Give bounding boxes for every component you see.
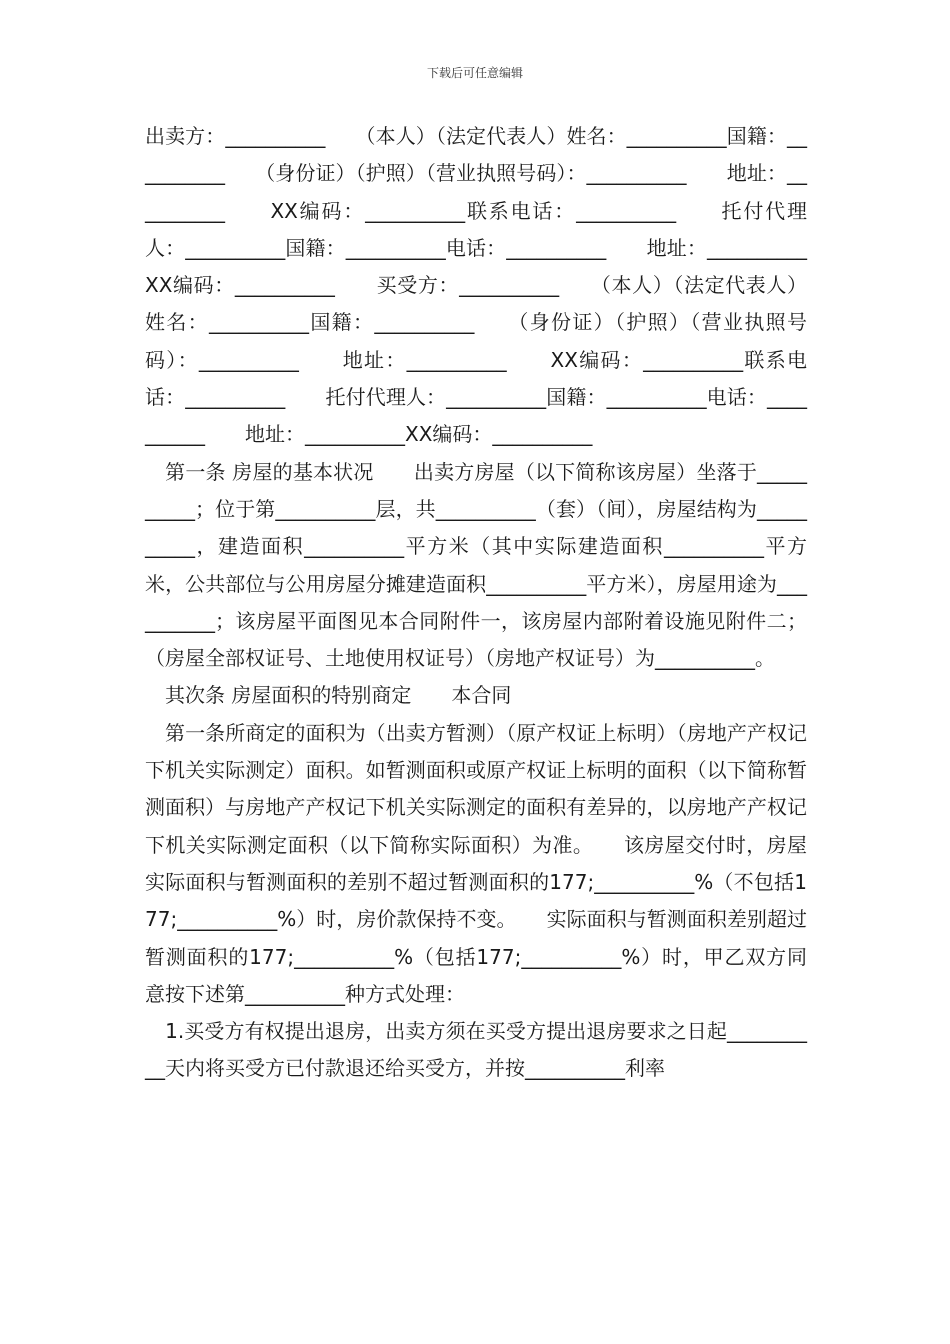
article-1-paragraph: 第一条 房屋的基本状况 出卖方房屋（以下简称该房屋）坐落于__________；位于第__________层，共__________（套）（间），房屋结构为__________，建造面积__________平方米（其中实际建造面积__________平方米，公共部位与公用房屋分摊建造面积__________平方米），房屋用途为__________；该房屋平面图见本合同附件一，该房屋内部附着设施见附件二；（房屋全部权证号、土地使用权证号）（房地产权证号）为__________。: [145, 459, 807, 671]
refund-option-paragraph: 1.买受方有权提出退房，出卖方须在买受方提出退房要求之日起__________天内将买受方已付款退还给买受方，并按__________利率: [145, 1019, 807, 1081]
page-header: 下载后可任意编辑: [426, 66, 523, 80]
contract-body: [145, 118, 807, 1088]
party-info-paragraph: 出卖方：__________ （本人）（法定代表人）姓名：__________国籍：__________ （身份证）（护照）（营业执照号码）：__________ 地址：__________ XX编码：__________联系电话：__________ 托付代理人：__________国籍：__________电话：__________ 地址：__________XX编码：__________ 买受方：__________ （本人）（法定代表人）姓名：__________国籍：__________ （身份证）（护照）（营业执照号码）：__________ 地址：__________ XX编码：__________联系电话：__________ 托付代理人：__________国籍：__________电话：__________ 地址：__________XX编码：__________: [145, 124, 807, 447]
area-terms-paragraph: 第一条所商定的面积为（出卖方暂测）（原产权证上标明）（房地产产权记下机关实际测定）面积。如暂测面积或原产权证上标明的面积（以下简称暂测面积）与房地产产权记下机关实际测定的面积有差异的，以房地产产权记下机关实际测定面积（以下简称实际面积）为准。 该房屋交付时，房屋实际面积与暂测面积的差别不超过暂测面积的177;__________%（不包括177;__________%）时，房价款保持不变。 实际面积与暂测面积差别超过暂测面积的177;__________%（包括177;__________%）时，甲乙双方同意按下述第__________种方式处理：: [145, 720, 807, 1006]
article-2-heading: 其次条 房屋面积的特别商定 本合同: [145, 683, 512, 708]
